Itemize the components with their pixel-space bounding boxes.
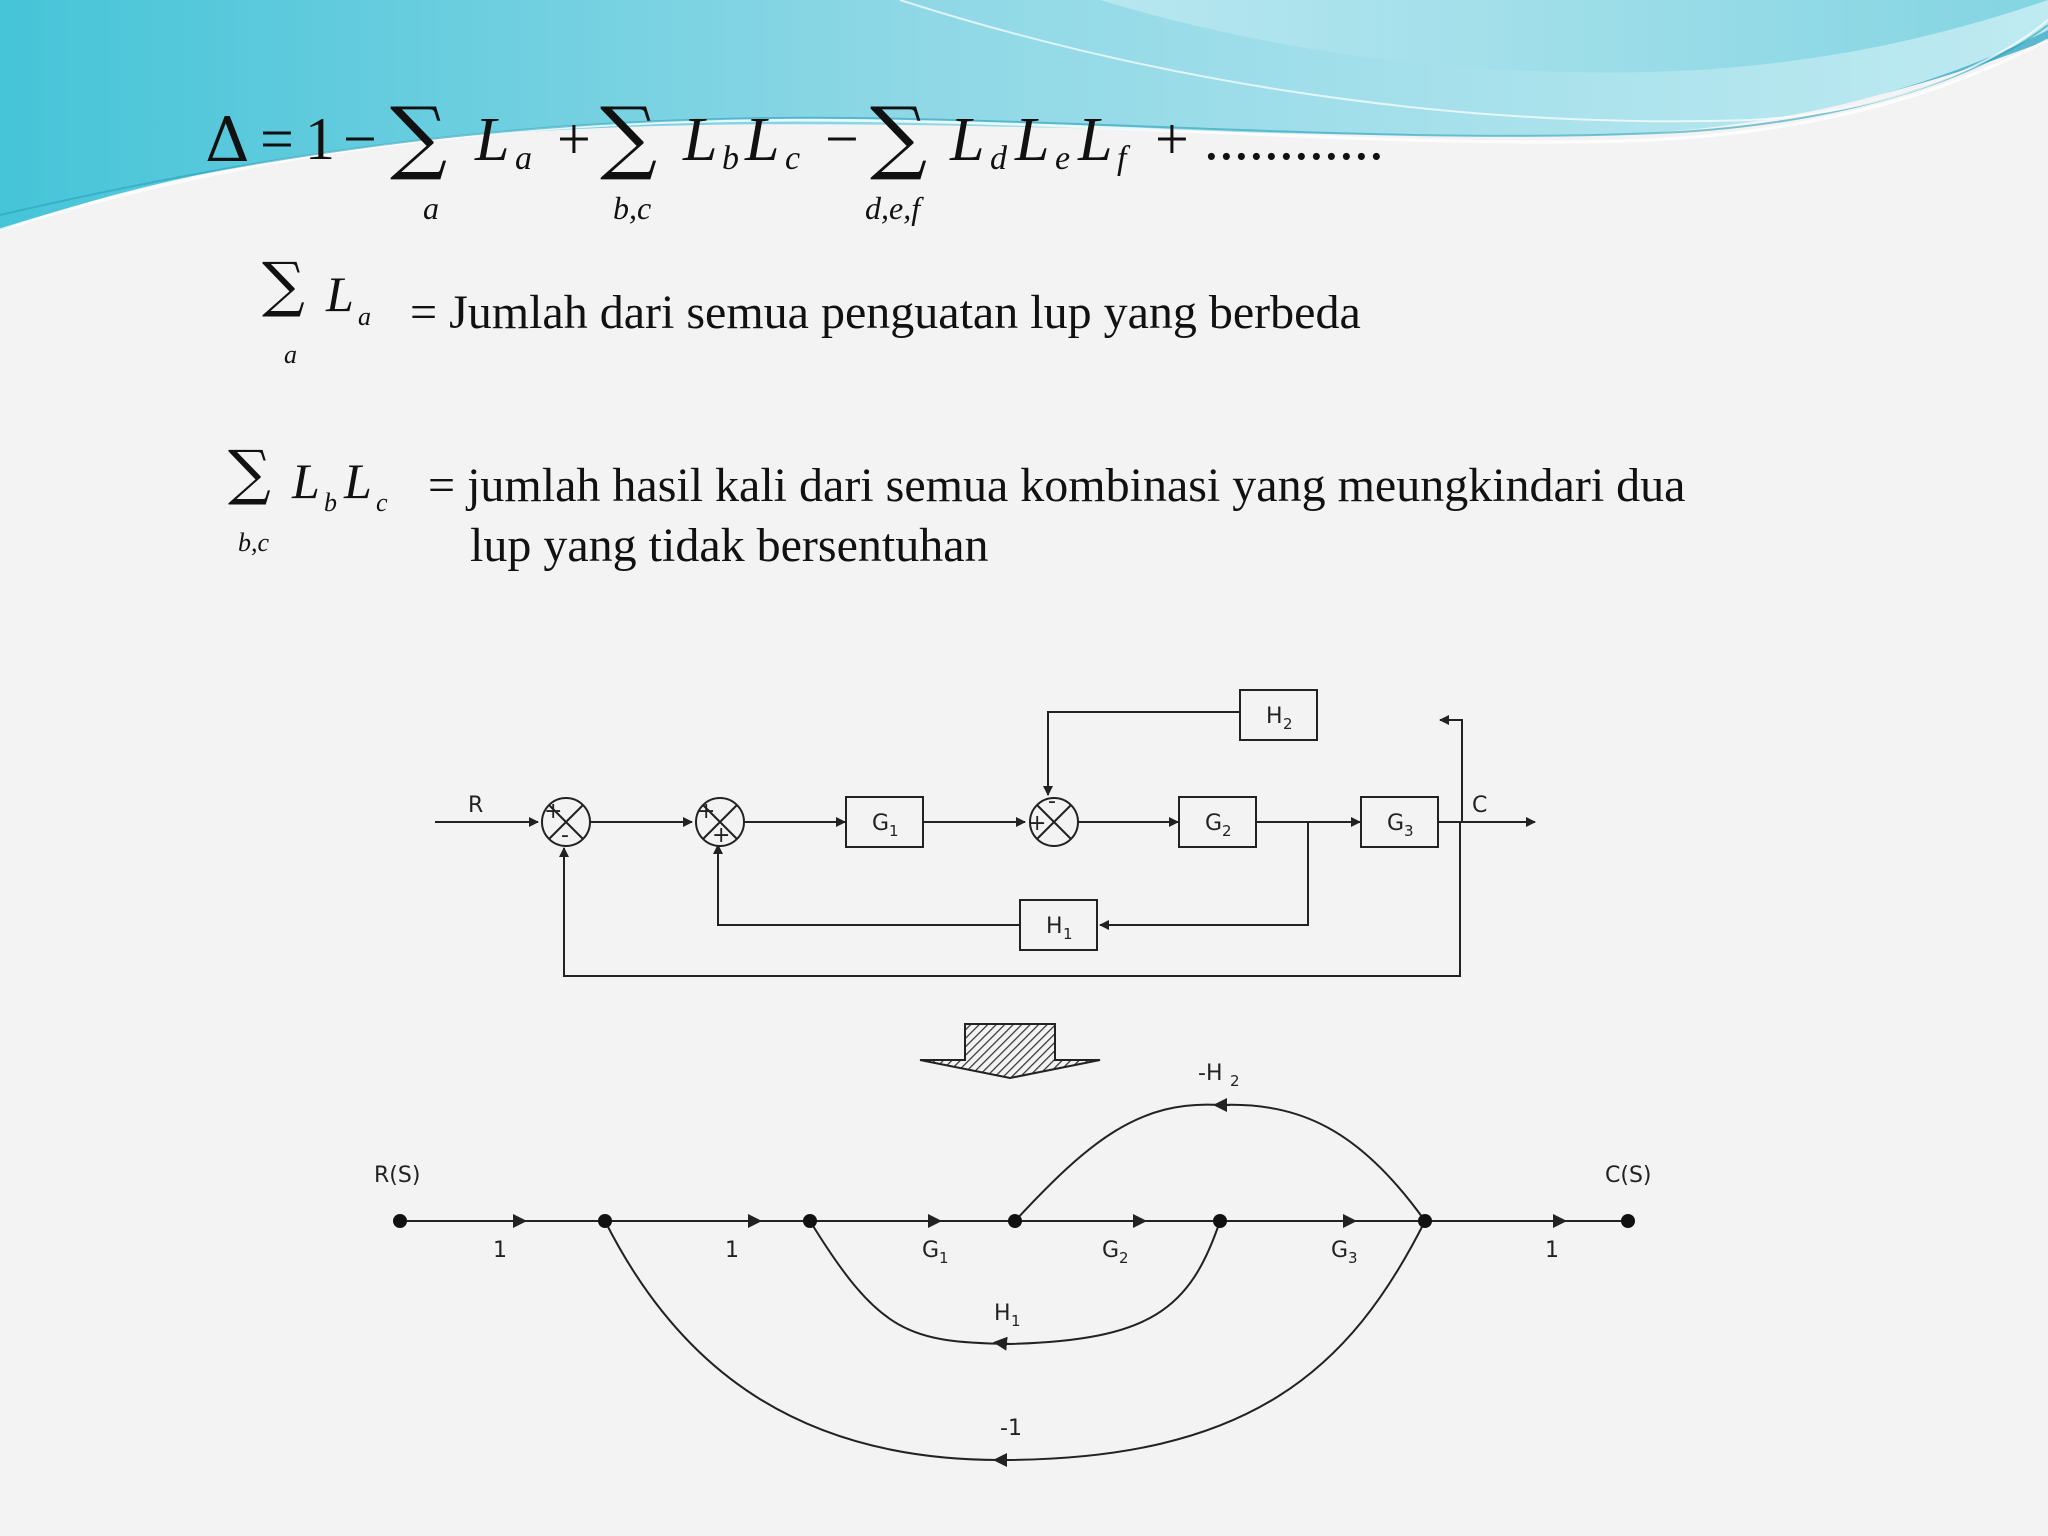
sfg-output-label: C(S) bbox=[1605, 1163, 1652, 1188]
input-r-label: R bbox=[468, 793, 484, 818]
formula-L-d: L bbox=[950, 106, 985, 174]
formula-minus-2: − bbox=[825, 106, 859, 172]
formula-sub-a: a bbox=[515, 140, 532, 177]
def-sigma-a: ∑ bbox=[262, 250, 305, 320]
limit-def: d,e,f bbox=[865, 190, 921, 226]
branch-1c-label: 1 bbox=[1545, 1238, 1559, 1263]
def-limit-a: a bbox=[284, 340, 297, 369]
limit-bc: b,c bbox=[613, 190, 652, 226]
definition-lblc-text-line2: lup yang tidak bersentuhan bbox=[470, 519, 989, 572]
formula-sub-c: c bbox=[785, 140, 801, 177]
feedback-h2-sub: 2 bbox=[1230, 1072, 1240, 1090]
formula-equals: = bbox=[260, 106, 294, 172]
branch-g2-sub: 2 bbox=[1119, 1249, 1129, 1267]
output-c-label: C bbox=[1472, 793, 1488, 818]
g1-label: G bbox=[872, 811, 890, 836]
g3-sub: 3 bbox=[1404, 822, 1414, 840]
sum1-sign-top: + bbox=[544, 799, 563, 824]
limit-a: a bbox=[423, 190, 439, 226]
node-r bbox=[393, 1214, 407, 1228]
branch-g1-sub: 1 bbox=[939, 1249, 949, 1267]
def-sub-a: a bbox=[358, 302, 371, 331]
g3-label: G bbox=[1387, 811, 1405, 836]
def-L-a: L bbox=[326, 266, 354, 322]
definition-la-text: = Jumlah dari semua penguatan lup yang berbeda bbox=[410, 286, 1361, 339]
node-c bbox=[1621, 1214, 1635, 1228]
sfg-input-label: R(S) bbox=[374, 1163, 421, 1188]
formula-sub-b: b bbox=[722, 140, 739, 177]
h2-feedback-out bbox=[1048, 712, 1240, 795]
sigma-bc: ∑ bbox=[600, 90, 658, 183]
formula-L-e: L bbox=[1015, 106, 1050, 174]
feedback-h1-label: H bbox=[994, 1301, 1011, 1326]
formula-sub-e: e bbox=[1055, 140, 1071, 177]
node-6 bbox=[1418, 1214, 1432, 1228]
sigma-def: ∑ bbox=[870, 90, 928, 183]
formula-plus: + bbox=[557, 106, 591, 172]
g2-label: G bbox=[1205, 811, 1223, 836]
unity-feedback-line bbox=[564, 822, 1460, 976]
def-L-b: L bbox=[292, 453, 320, 509]
sum3-sign-left: + bbox=[1028, 811, 1047, 836]
delta-formula bbox=[205, 85, 2005, 235]
sum2-sign-bottom: + bbox=[712, 823, 731, 848]
branch-g3-sub: 3 bbox=[1348, 1249, 1358, 1267]
feedback-h1-sub: 1 bbox=[1011, 1312, 1021, 1330]
sum2-sign-top: + bbox=[697, 799, 716, 824]
formula-L-a: L bbox=[475, 106, 510, 174]
h1-sub: 1 bbox=[1063, 925, 1073, 943]
def-sigma-bc: ∑ bbox=[228, 438, 271, 508]
feedback-minus1-label: -1 bbox=[1000, 1416, 1022, 1441]
definition-lblc-text-line1: = jumlah hasil kali dari semua kombinasi yang meungkindari dua bbox=[428, 459, 1686, 512]
def-sub-b: b bbox=[324, 488, 337, 517]
sigma-a: ∑ bbox=[390, 90, 448, 183]
block-diagram bbox=[420, 680, 1570, 990]
g1-sub: 1 bbox=[889, 822, 899, 840]
branch-1a-label: 1 bbox=[493, 1238, 507, 1263]
h2-sub: 2 bbox=[1283, 715, 1293, 733]
node-5 bbox=[1213, 1214, 1227, 1228]
branch-1b-label: 1 bbox=[725, 1238, 739, 1263]
node-4 bbox=[1008, 1214, 1022, 1228]
formula-continuation: + ............ bbox=[1155, 106, 1384, 172]
formula-L-c: L bbox=[745, 106, 780, 174]
g2-sub: 2 bbox=[1222, 822, 1232, 840]
delta-symbol: Δ bbox=[205, 103, 250, 176]
def-limit-bc: b,c bbox=[238, 528, 270, 557]
h1-label: H bbox=[1046, 914, 1063, 939]
formula-sub-d: d bbox=[990, 140, 1007, 177]
h2-label: H bbox=[1266, 704, 1283, 729]
formula-L-b: L bbox=[683, 106, 718, 174]
branch-g2-label: G bbox=[1102, 1238, 1120, 1263]
branch-g1-label: G bbox=[922, 1238, 940, 1263]
formula-sub-f: f bbox=[1117, 140, 1127, 177]
sum3-sign-top: - bbox=[1048, 789, 1056, 814]
formula-minus: − bbox=[343, 106, 377, 172]
h2-feedback-in bbox=[1440, 720, 1462, 822]
node-3 bbox=[803, 1214, 817, 1228]
formula-L-f: L bbox=[1078, 106, 1113, 174]
def-L-c: L bbox=[344, 453, 372, 509]
branch-g3-label: G bbox=[1331, 1238, 1349, 1263]
signal-flow-graph bbox=[350, 1050, 1700, 1480]
formula-one: 1 bbox=[305, 106, 335, 172]
h1-feedback-out bbox=[718, 845, 1020, 925]
sum1-sign-bottom: - bbox=[561, 823, 569, 848]
feedback-h2-label: -H bbox=[1198, 1061, 1223, 1086]
feedback-arc-h2 bbox=[1015, 1105, 1425, 1221]
def-sub-c: c bbox=[376, 488, 388, 517]
node-2 bbox=[598, 1214, 612, 1228]
